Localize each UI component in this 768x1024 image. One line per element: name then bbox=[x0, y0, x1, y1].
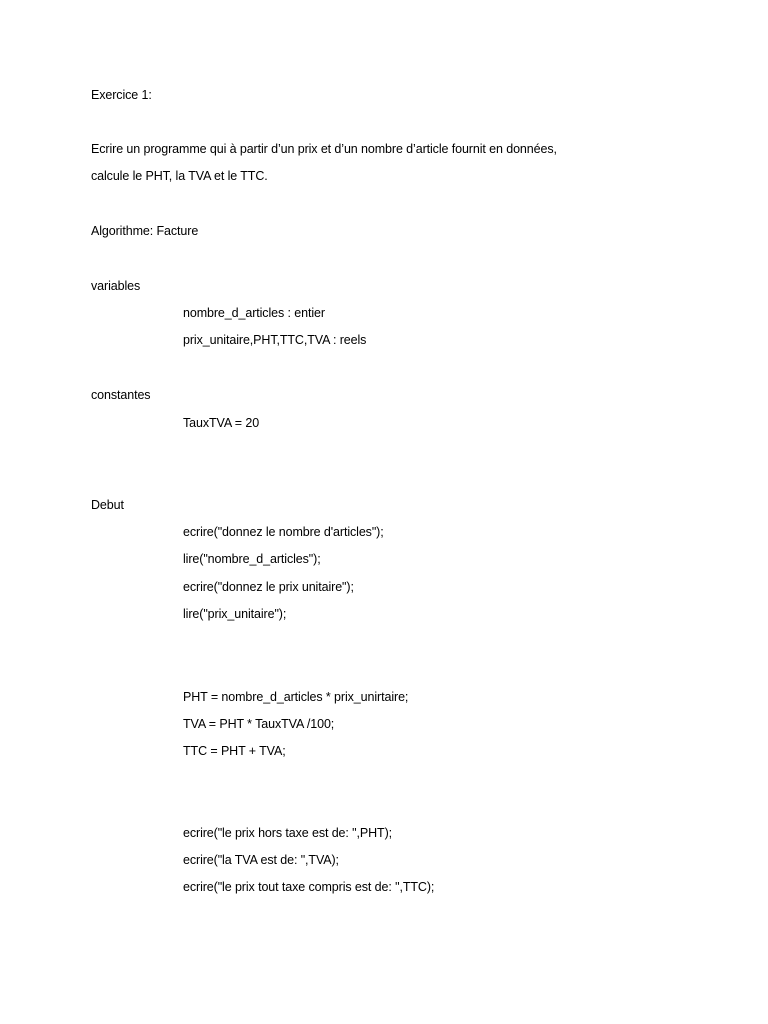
variables-heading: variables bbox=[91, 279, 141, 293]
code-line: lire("nombre_d_articles"); bbox=[183, 552, 321, 566]
code-line: PHT = nombre_d_articles * prix_unirtaire; bbox=[183, 690, 409, 704]
code-line: ecrire("la TVA est de: ",TVA); bbox=[183, 853, 339, 867]
code-line: TVA = PHT * TauxTVA /100; bbox=[183, 717, 335, 731]
exercise-title: Exercice 1: bbox=[91, 88, 152, 102]
variable-declaration: prix_unitaire,PHT,TTC,TVA : reels bbox=[183, 333, 367, 347]
variable-declaration: nombre_d_articles : entier bbox=[183, 306, 325, 320]
constants-heading: constantes bbox=[91, 388, 151, 402]
code-line: ecrire("le prix hors taxe est de: ",PHT); bbox=[183, 826, 393, 840]
algorithm-title: Algorithme: Facture bbox=[91, 224, 199, 238]
debut-heading: Debut bbox=[91, 498, 124, 512]
statement-line: Ecrire un programme qui à partir d’un prix et d’un nombre d’article fournit en données, bbox=[91, 142, 557, 156]
code-line: TTC = PHT + TVA; bbox=[183, 744, 286, 758]
code-line: ecrire("donnez le prix unitaire"); bbox=[183, 580, 354, 594]
code-line: ecrire("donnez le nombre d'articles"); bbox=[183, 525, 384, 539]
code-line: ecrire("le prix tout taxe compris est de: ",TTC); bbox=[183, 880, 435, 894]
constant-declaration: TauxTVA = 20 bbox=[183, 416, 260, 430]
statement-line: calcule le PHT, la TVA et le TTC. bbox=[91, 169, 268, 183]
code-line: lire("prix_unitaire"); bbox=[183, 607, 287, 621]
